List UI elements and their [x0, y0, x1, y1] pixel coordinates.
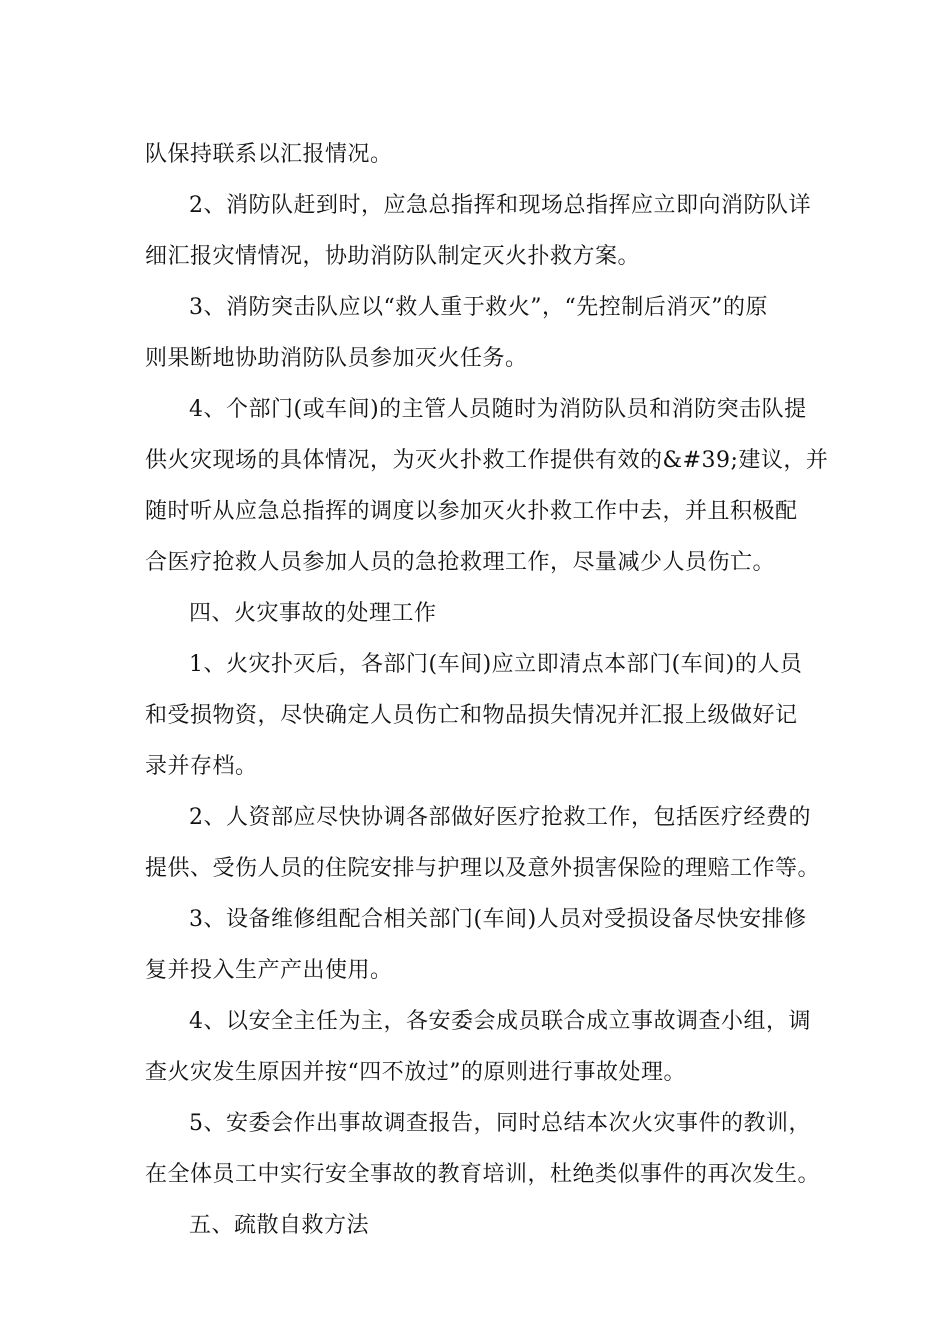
text-line: 录并存档。: [145, 754, 258, 779]
text-line: 在全体员工中实行安全事故的教育培训，杜绝类似事件的再次发生。: [145, 1162, 821, 1187]
text-line: 4、个部门(或车间)的主管人员随时为消防队员和消防突击队提: [189, 397, 807, 422]
text-line: 3、设备维修组配合相关部门(车间)人员对受损设备尽快安排修: [189, 907, 807, 932]
section-heading: 四、火灾事故的处理工作: [189, 601, 437, 626]
text-line: 复并投入生产产出使用。: [145, 958, 393, 983]
text-line: 供火灾现场的具体情况，为灭火扑救工作提供有效的&#39;建议，并: [145, 448, 829, 473]
text-line: 2、消防队赶到时，应急总指挥和现场总指挥应立即向消防队详: [189, 193, 811, 218]
text-line: 2、人资部应尽快协调各部做好医疗抢救工作，包括医疗经费的: [189, 805, 811, 830]
text-line: 3、消防突击队应以“救人重于救火”，“先控制后消灭”的原: [189, 295, 768, 320]
section-heading: 五、疏散自救方法: [189, 1213, 370, 1238]
text-line: 合医疗抢救人员参加人员的急抢救理工作，尽量减少人员伤亡。: [145, 550, 776, 575]
text-line: 和受损物资，尽快确定人员伤亡和物品损失情况并汇报上级做好记: [145, 703, 798, 728]
document-body: [145, 129, 829, 1251]
text-line: 队保持联系以汇报情况。: [145, 142, 393, 167]
text-line: 查火灾发生原因并按“四不放过”的原则进行事故处理。: [145, 1060, 686, 1085]
text-line: 细汇报灾情情况，协助消防队制定灭火扑救方案。: [145, 244, 641, 269]
text-line: 4、以安全主任为主，各安委会成员联合成立事故调查小组，调: [189, 1009, 811, 1034]
text-line: 随时听从应急总指挥的调度以参加灭火扑救工作中去，并且积极配: [145, 499, 798, 524]
text-line: 5、安委会作出事故调查报告，同时总结本次火灾事件的教训，: [189, 1111, 811, 1136]
text-line: 1、火灾扑灭后，各部门(车间)应立即清点本部门(车间)的人员: [189, 652, 803, 677]
text-line: 则果断地协助消防队员参加灭火任务。: [145, 346, 528, 371]
text-line: 提供、受伤人员的住院安排与护理以及意外损害保险的理赔工作等。: [145, 856, 821, 881]
